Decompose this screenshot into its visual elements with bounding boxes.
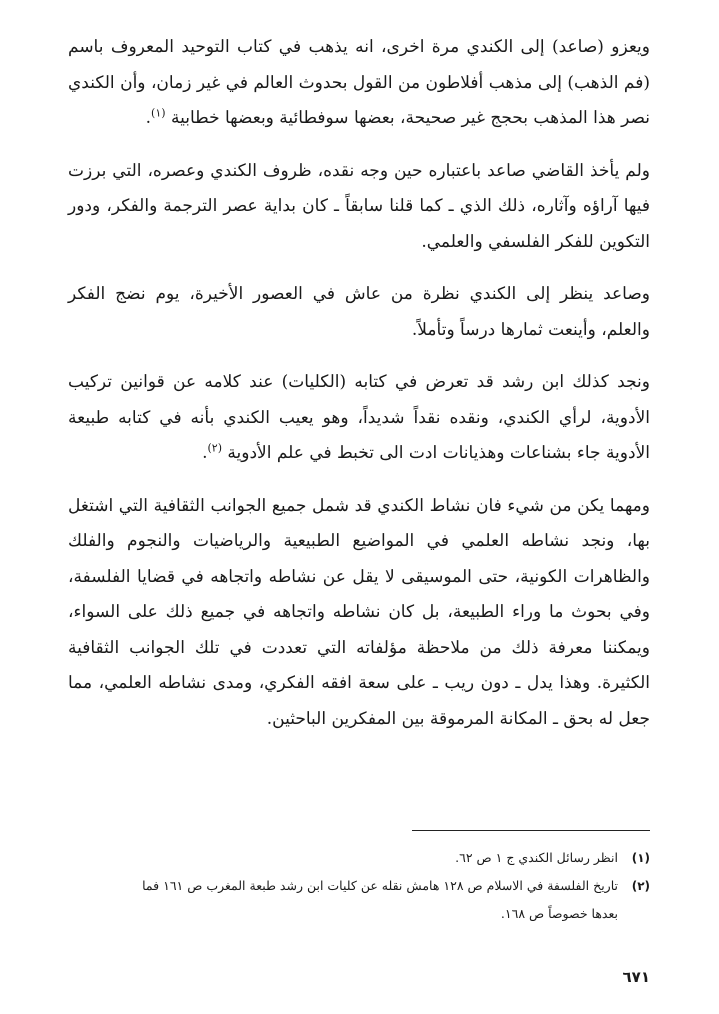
paragraph-1-end: . [145, 108, 152, 128]
paragraph-1-text: ويعزو (صاعد) إلى الكندي مرة اخرى، انه يذهب في كتاب التوحيد المعروف باسم (فم الذهب) إلى مذهب أفلاطون من القول بحدوث العالم في غير زمان، وأن الكندي نصر هذا المذهب بحجج غير صحيحة، بعضها سوفطائية وبعضها خطابية [68, 37, 650, 128]
footnote-ref-1: (١) [151, 106, 166, 120]
body-text [68, 30, 650, 737]
paragraph-4-text: ونجد كذلك ابن رشد قد تعرض في كتابه (الكليات) عند كلامه عن قوانين تركيب الأدوية، لرأي الكندي، ونقده نقداً شديداً، وهو يعيب الكندي بأنه في كتابه طبيعة الأدوية جاء بشناعات وهذيانات ادت الى تخبط في علم الأدوية [68, 372, 650, 463]
paragraph-2 [68, 154, 650, 261]
paragraph-5-text: ومهما يكن من شيء فان نشاط الكندي قد شمل جميع الجوانب الثقافية التي اشتغل بها، ونجد نشاطه العلمي في المواضيع الطبيعية والرياضيات والنجوم والفلك والظاهرات الكونية، حتى الموسيقى لا يقل عن نشاطه واتجاهه في قضايا الفلسفة، وفي بحوث ما وراء الطبيعة، بل كان نشاطه واتجاهه في جميع ذلك على السواء، ويمكننا معرفة ذلك من ملاحظة مؤلفاته التي تعددت في تلك الجوانب الثقافية الكثيرة. وهذا يدل ـ دون ريب ـ على سعة افقه الفكري، ومدى نشاطه العلمي، مما جعل له بحق ـ المكانة المرموقة بين المفكرين الباحثين. [68, 495, 650, 729]
footnote-ref-2: (٢) [207, 441, 222, 455]
footnote-divider [412, 830, 650, 831]
page-number: ٦٧١ [622, 968, 650, 986]
footnote-2-continuation: بعدها خصوصاً ص ١٦٨. [500, 906, 618, 921]
footnote-1-number: (١) [631, 851, 650, 865]
footnote-2-number: (٢) [631, 879, 650, 893]
paragraph-1 [68, 30, 650, 137]
paragraph-3-text: وصاعد ينظر إلى الكندي نظرة من عاش في العصور الأخيرة، يوم نضج الفكر والعلم، وأينعت ثمارها درساً وتأملاً. [68, 284, 650, 340]
paragraph-4-end: . [202, 443, 208, 463]
footnote-1 [68, 844, 650, 872]
paragraph-4 [68, 365, 650, 472]
footnotes [68, 844, 650, 927]
footnote-2-text: تاريخ الفلسفة في الاسلام ص ١٢٨ هامش نقله عن كليات ابن رشد طبعة المغرب ص ١٦١ فما [142, 878, 618, 893]
paragraph-2-text: ولم يأخذ القاضي صاعد باعتباره حين وجه نقده، ظروف الكندي وعصره، التي برزت فيها آراؤه وآثاره، ذلك الذي ـ كما قلنا سابقاً ـ كان بداية عصر الترجمة والفكر، ودور التكوين للفكر الفلسفي والعلمي. [68, 160, 650, 252]
footnote-2 [68, 872, 650, 900]
book-page [68, 30, 650, 990]
paragraph-3 [68, 277, 650, 348]
footnote-1-text: انظر رسائل الكندي ج ١ ص ٦٢. [455, 850, 618, 865]
paragraph-5 [68, 489, 650, 738]
